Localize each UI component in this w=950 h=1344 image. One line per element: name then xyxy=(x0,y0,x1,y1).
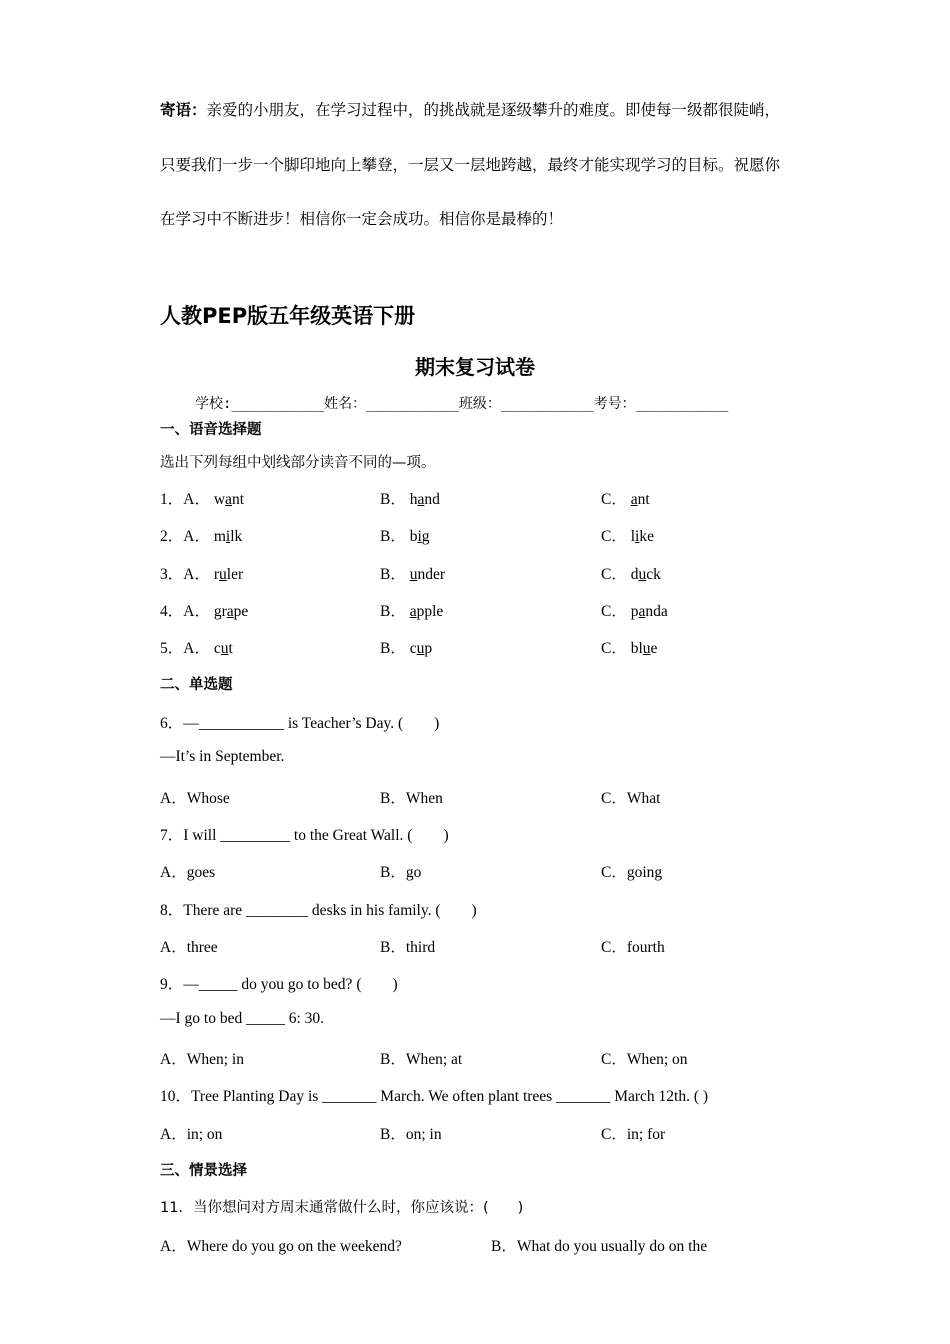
question-3-option-a: 3．A． ruler xyxy=(160,566,244,583)
student-info-line: 学校:___________姓名：___________班级：___________考号：___________ xyxy=(195,396,729,412)
intro-text: 亲爱的小朋友，在学习过程中，的挑战就是逐级攀升的难度。即使每一级都很陡峭，只要我们一步一个脚印地向上攀登，一层又一层地跨越，最终才能实现学习的目标。祝愿你在学习中不断进步！相信你一定会成功。相信你是最棒的！ xyxy=(160,102,781,228)
question-7-option-c: C．going xyxy=(601,864,663,881)
question-3-option-b: B． under xyxy=(380,566,446,583)
question-2-option-c: C． like xyxy=(601,528,654,545)
question-3-option-c: C． duck xyxy=(601,566,661,583)
question-7-option-b: B．go xyxy=(380,864,422,881)
question-8-option-c: C．fourth xyxy=(601,939,665,956)
question-11-option-b: B．What do you usually do on the xyxy=(491,1238,708,1255)
question-9-option-a: A．When; in xyxy=(160,1051,244,1068)
question-9-stem: 9．—_____ do you go to bed? ( ) xyxy=(160,976,398,993)
question-10-option-a: A．in; on xyxy=(160,1126,223,1143)
question-7-stem: 7．I will _________ to the Great Wall. ( ) xyxy=(160,827,449,844)
intro-label: 寄语： xyxy=(160,102,207,119)
question-4-option-c: C． panda xyxy=(601,603,668,620)
question-9-stem-2: —I go to bed _____ 6: 30. xyxy=(160,1010,325,1027)
question-1-option-a: 1．A． want xyxy=(160,491,244,508)
question-7-option-a: A．goes xyxy=(160,864,216,881)
question-5-option-b: B． cup xyxy=(380,640,433,657)
question-6-option-a: A．Whose xyxy=(160,790,230,807)
question-10-option-c: C．in; for xyxy=(601,1126,666,1143)
question-8-stem: 8．There are ________ desks in his family. ( ) xyxy=(160,902,477,919)
question-4-option-a: 4．A． grape xyxy=(160,603,249,620)
question-6-stem-2: —It’s in September. xyxy=(160,748,285,765)
question-6-stem: 6．—___________ is Teacher’s Day. ( ) xyxy=(160,715,440,732)
question-6-option-c: C．What xyxy=(601,790,661,807)
question-1-option-b: B． hand xyxy=(380,491,440,508)
section-1-instruction: 选出下列每组中划线部分读音不同的—项。 xyxy=(160,455,436,471)
section-1-title: 一、语音选择题 xyxy=(160,422,262,438)
question-8-option-b: B．third xyxy=(380,939,436,956)
question-11-option-a: A．Where do you go on the weekend? xyxy=(160,1238,402,1255)
intro-message xyxy=(160,84,794,248)
question-6-option-b: B．When xyxy=(380,790,443,807)
question-1-option-c: C． ant xyxy=(601,491,650,508)
section-3-title: 三、情景选择 xyxy=(160,1163,247,1179)
exam-title: 期末复习试卷 xyxy=(415,355,535,379)
section-2-title: 二、单选题 xyxy=(160,677,233,693)
question-2-option-b: B． big xyxy=(380,528,430,545)
question-4-option-b: B． apple xyxy=(380,603,444,620)
question-2-option-a: 2．A． milk xyxy=(160,528,243,545)
question-8-option-a: A．three xyxy=(160,939,218,956)
grade-title: 人教PEP版五年级英语下册 xyxy=(160,304,416,328)
question-9-option-b: B．When; at xyxy=(380,1051,463,1068)
question-5-option-c: C． blue xyxy=(601,640,658,657)
question-5-option-a: 5．A． cut xyxy=(160,640,233,657)
question-9-option-c: C．When; on xyxy=(601,1051,688,1068)
question-10-stem: 10．Tree Planting Day is _______ March. We often plant trees _______ March 12th. ( ) xyxy=(160,1088,709,1105)
question-11-stem: 11．当你想问对方周末通常做什么时，你应该说：( ) xyxy=(160,1200,524,1216)
question-10-option-b: B．on; in xyxy=(380,1126,442,1143)
